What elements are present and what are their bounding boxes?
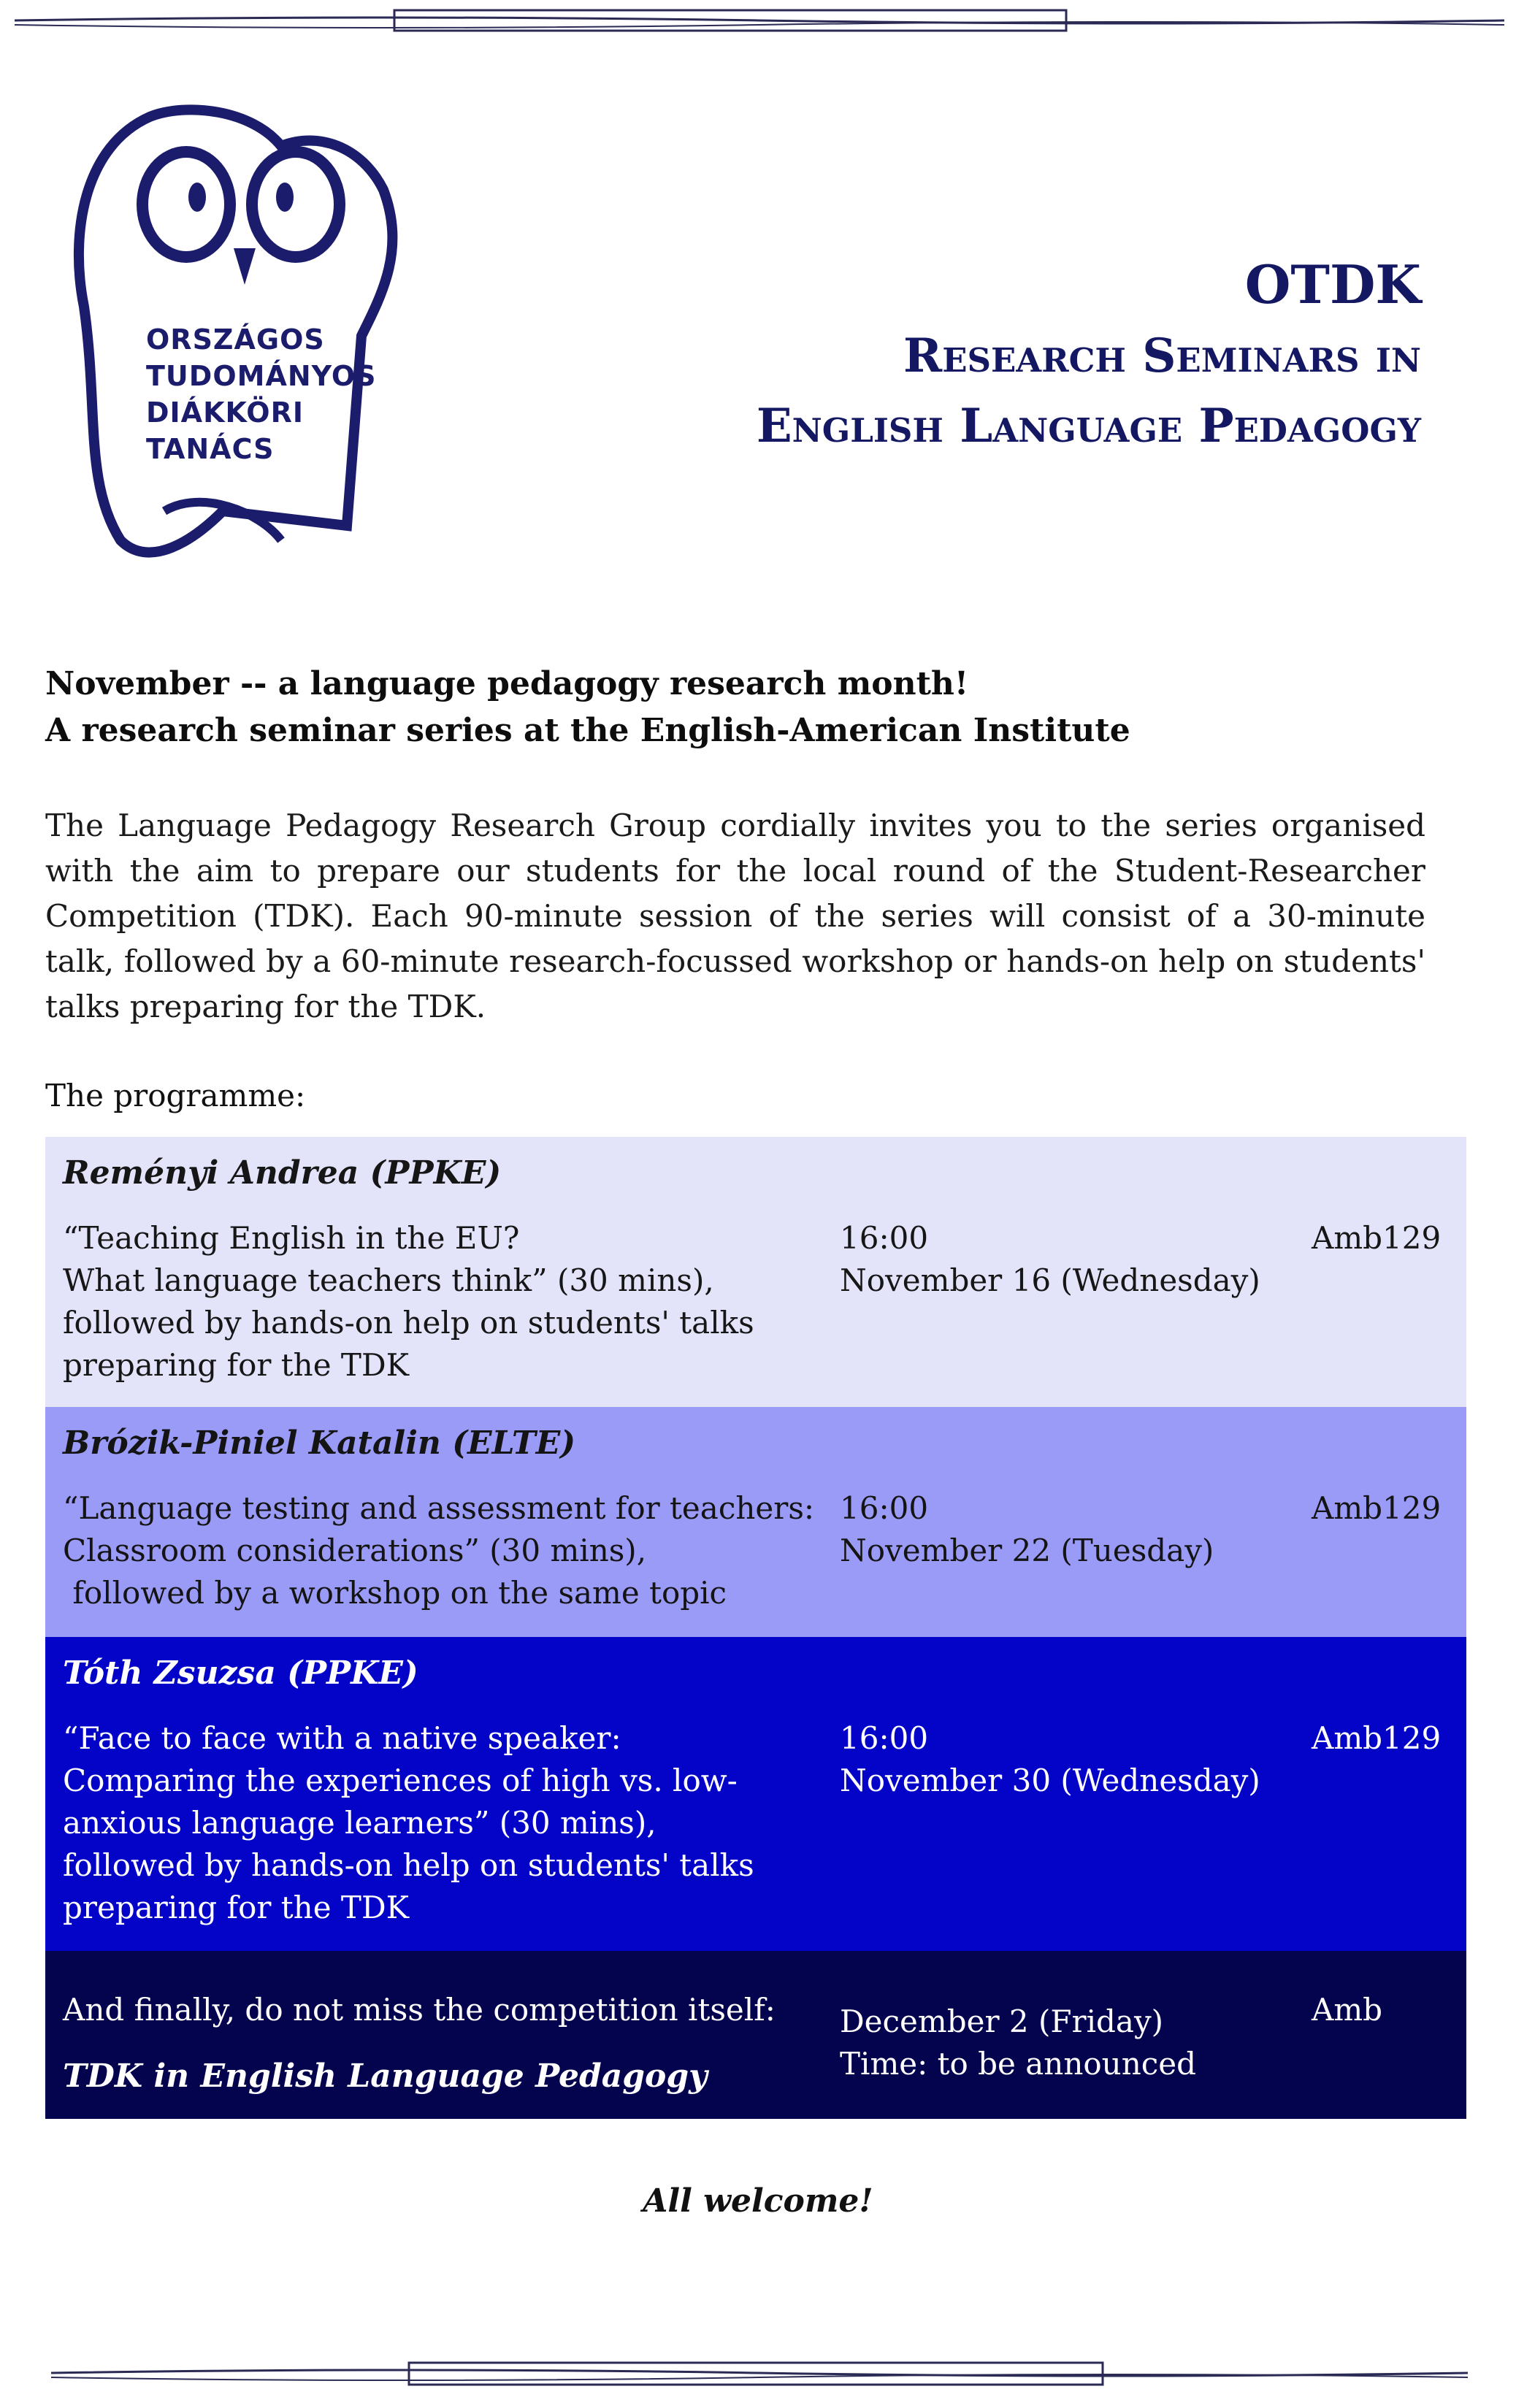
bottom-decorative-rule bbox=[0, 2351, 1516, 2395]
intro-paragraph: The Language Pedagogy Research Group cordially invites you to the series organised with the aim to prepare our students for the local round of the Student-Researcher Competition (TDK). Each 90-minute session of the series will consist of a 30-minute talk, followed by a 60-minute research-focussed workshop or hands-on help on students' talks preparing for the TDK. bbox=[45, 808, 1425, 1024]
logo-line: ORSZÁGOS bbox=[146, 323, 325, 356]
speaker-name: Tóth Zsuzsa (PPKE) bbox=[63, 1654, 418, 1692]
top-decorative-rule bbox=[0, 0, 1516, 44]
talk-line: Comparing the experiences of high vs. low- bbox=[63, 1763, 738, 1798]
programme-label: The programme: bbox=[45, 1078, 306, 1113]
finale-schedule bbox=[840, 2001, 1196, 2085]
talk-description bbox=[63, 1487, 815, 1614]
talk-line: followed by hands-on help on students' talks bbox=[63, 1847, 754, 1883]
speaker-name: Brózik-Piniel Katalin (ELTE) bbox=[63, 1425, 576, 1462]
talk-line: anxious language learners” (30 mins), bbox=[63, 1805, 656, 1841]
headline-line-2: A research seminar series at the English-American Institute bbox=[45, 712, 1130, 749]
talk-line: followed by a workshop on the same topic bbox=[63, 1575, 727, 1611]
talk-description bbox=[63, 1717, 808, 1929]
session-time bbox=[840, 1487, 1214, 1572]
logo-line: TANÁCS bbox=[146, 433, 275, 465]
talk-line: followed by hands-on help on students' talks bbox=[63, 1305, 754, 1341]
date-value: November 16 (Wednesday) bbox=[840, 1262, 1260, 1298]
talk-description bbox=[63, 1217, 808, 1387]
logo-wordmark bbox=[146, 321, 376, 467]
headline-line-1: November -- a language pedagogy research month! bbox=[45, 665, 969, 702]
time-value: Time: to be announced bbox=[840, 2046, 1197, 2082]
page-title-block bbox=[757, 248, 1421, 461]
talk-line: “Face to face with a native speaker: bbox=[63, 1720, 621, 1756]
headline bbox=[45, 661, 1433, 754]
date-value: December 2 (Friday) bbox=[840, 2004, 1164, 2039]
programme-row bbox=[45, 1137, 1466, 1407]
page-subtitle-line-1: Research Seminars in bbox=[903, 329, 1421, 383]
talk-line: “Teaching English in the EU? bbox=[63, 1220, 520, 1256]
session-time bbox=[840, 1717, 1260, 1802]
talk-line: Classroom considerations” (30 mins), bbox=[63, 1533, 647, 1568]
welcome-note: All welcome! bbox=[643, 2182, 873, 2220]
room-value: Amb bbox=[1312, 1992, 1383, 2028]
time-value: 16:00 bbox=[840, 1720, 929, 1756]
talk-line: preparing for the TDK bbox=[63, 1890, 409, 1925]
date-value: November 30 (Wednesday) bbox=[840, 1763, 1260, 1798]
finale-title: TDK in English Language Pedagogy bbox=[63, 2058, 708, 2095]
finale-row bbox=[45, 1951, 1466, 2119]
page-title: OTDK bbox=[1244, 253, 1421, 315]
session-time bbox=[840, 1217, 1260, 1302]
page-subtitle-line-2: English Language Pedagogy bbox=[756, 399, 1421, 453]
logo-line: TUDOMÁNYOS bbox=[146, 360, 377, 392]
programme-row bbox=[45, 1407, 1466, 1637]
programme-table bbox=[45, 1137, 1466, 2119]
talk-line: “Language testing and assessment for teachers: bbox=[63, 1490, 815, 1526]
time-value: 16:00 bbox=[840, 1220, 929, 1256]
room-value: Amb129 bbox=[1312, 1220, 1442, 1256]
room-value: Amb129 bbox=[1312, 1490, 1442, 1526]
speaker-name: Reményi Andrea (PPKE) bbox=[63, 1154, 502, 1192]
talk-line: What language teachers think” (30 mins), bbox=[63, 1262, 714, 1298]
time-value: 16:00 bbox=[840, 1490, 929, 1526]
finale-intro: And finally, do not miss the competition itself: bbox=[63, 1992, 776, 2028]
date-value: November 22 (Tuesday) bbox=[840, 1533, 1214, 1568]
programme-row bbox=[45, 1637, 1466, 1951]
talk-line: preparing for the TDK bbox=[63, 1347, 409, 1383]
room-value: Amb129 bbox=[1312, 1720, 1442, 1756]
logo-line: DIÁKKÖRI bbox=[146, 396, 304, 429]
